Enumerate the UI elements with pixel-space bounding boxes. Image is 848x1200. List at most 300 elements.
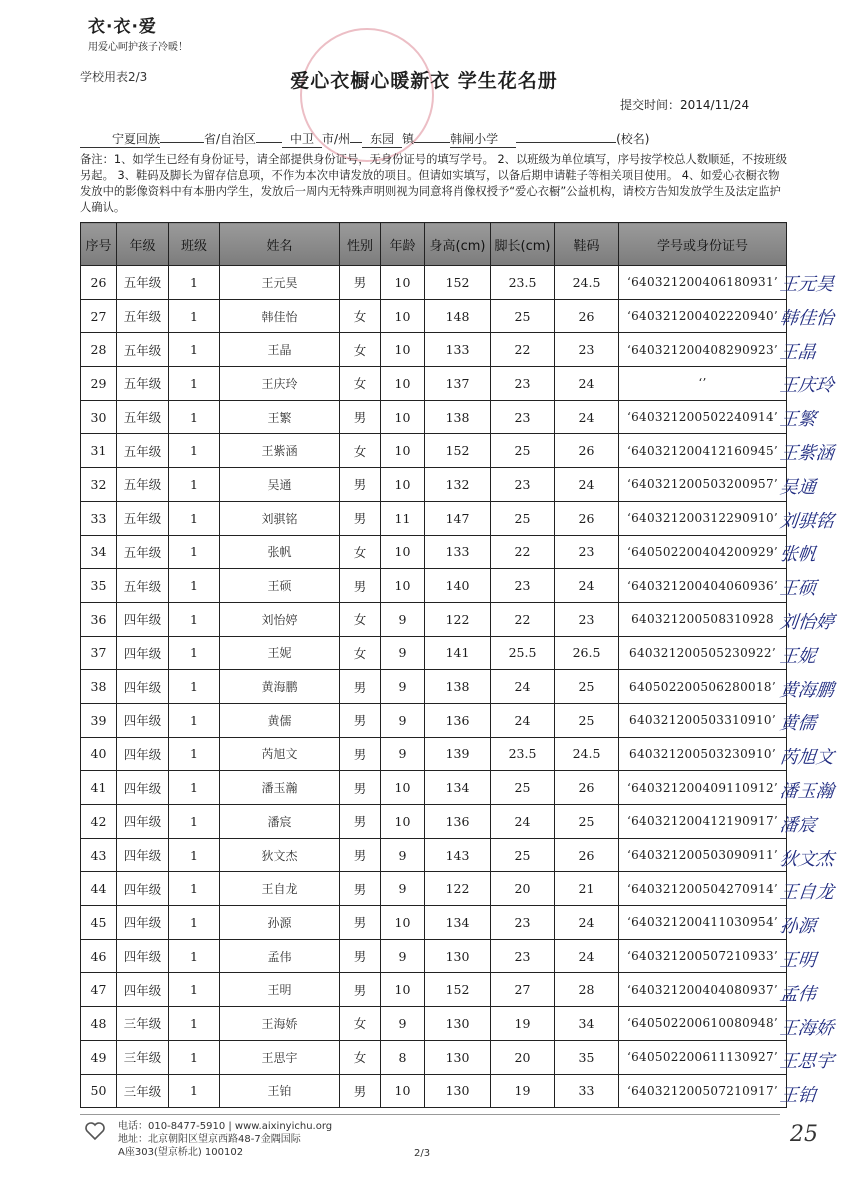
cell-foot-length: 25	[491, 501, 555, 535]
signature: 王元昊	[778, 274, 835, 295]
cell-gender: 女	[340, 602, 381, 636]
cell-shoe-size: 23	[555, 602, 619, 636]
cell-class: 1	[169, 400, 220, 434]
col-header-foot-length: 脚长(cm)	[491, 223, 555, 266]
cell-height: 141	[425, 636, 491, 670]
cell-name: 王晶	[220, 333, 340, 367]
cell-height: 133	[425, 333, 491, 367]
cell-id: 640321200503310910’	[619, 703, 787, 737]
cell-shoe-size: 26.5	[555, 636, 619, 670]
cell-grade: 五年级	[117, 367, 169, 401]
cell-shoe-size: 24	[555, 367, 619, 401]
cell-height: 122	[425, 602, 491, 636]
cell-gender: 男	[340, 872, 381, 906]
cell-age: 11	[381, 501, 425, 535]
cell-grade: 五年级	[117, 569, 169, 603]
cell-shoe-size: 26	[555, 501, 619, 535]
cell-gender: 男	[340, 468, 381, 502]
table-row	[81, 1040, 787, 1074]
cell-foot-length: 23	[491, 468, 555, 502]
cell-foot-length: 25.5	[491, 636, 555, 670]
cell-name: 王妮	[220, 636, 340, 670]
table-row	[81, 973, 787, 1007]
cell-name: 孙源	[220, 906, 340, 940]
cell-foot-length: 25	[491, 838, 555, 872]
cell-gender: 男	[340, 737, 381, 771]
cell-class: 1	[169, 569, 220, 603]
signature: 吴通	[778, 476, 817, 498]
cell-grade: 五年级	[117, 501, 169, 535]
cell-name: 芮旭文	[220, 737, 340, 771]
cell-shoe-size: 26	[555, 434, 619, 468]
footer-divider	[80, 1114, 780, 1115]
cell-age: 8	[381, 1040, 425, 1074]
cell-index: 44	[81, 872, 117, 906]
cell-age: 9	[381, 737, 425, 771]
cell-shoe-size: 28	[555, 973, 619, 1007]
signature: 黄海鹏	[778, 679, 835, 701]
cell-foot-length: 25	[491, 434, 555, 468]
cell-class: 1	[169, 636, 220, 670]
cell-id: ‘640321200503200957’	[619, 468, 787, 502]
cell-index: 46	[81, 939, 117, 973]
cell-index: 39	[81, 703, 117, 737]
cell-foot-length: 24	[491, 805, 555, 839]
cell-grade: 三年级	[117, 1007, 169, 1041]
cell-name: 黄海鹏	[220, 670, 340, 704]
form-code: 学校用表2/3	[80, 70, 148, 84]
signature: 王海娇	[778, 1017, 835, 1039]
cell-height: 136	[425, 703, 491, 737]
logo-slogan: 用爱心呵护孩子冷暖！	[88, 42, 188, 53]
cell-shoe-size: 25	[555, 805, 619, 839]
cell-id: ‘640321200404080937’	[619, 973, 787, 1007]
table-row	[81, 367, 787, 401]
cell-height: 152	[425, 434, 491, 468]
cell-id: ‘640321200404060936’	[619, 569, 787, 603]
cell-foot-length: 27	[491, 973, 555, 1007]
cell-id: ‘640321200402220940’	[619, 299, 787, 333]
cell-class: 1	[169, 367, 220, 401]
table-row	[81, 872, 787, 906]
cell-foot-length: 23.5	[491, 266, 555, 300]
cell-shoe-size: 24	[555, 400, 619, 434]
cell-index: 49	[81, 1040, 117, 1074]
cell-shoe-size: 25	[555, 703, 619, 737]
cell-index: 33	[81, 501, 117, 535]
col-header-height: 身高(cm)	[425, 223, 491, 266]
cell-gender: 男	[340, 501, 381, 535]
cell-class: 1	[169, 838, 220, 872]
cell-age: 10	[381, 468, 425, 502]
cell-height: 132	[425, 468, 491, 502]
cell-gender: 男	[340, 906, 381, 940]
signature: 刘骐铭	[778, 510, 835, 532]
cell-foot-length: 23.5	[491, 737, 555, 771]
col-header-gender: 性别	[340, 223, 381, 266]
cell-height: 122	[425, 872, 491, 906]
cell-gender: 男	[340, 1074, 381, 1108]
cell-id: 640321200503230910’	[619, 737, 787, 771]
cell-class: 1	[169, 535, 220, 569]
cell-name: 刘怡婷	[220, 602, 340, 636]
cell-foot-length: 20	[491, 1040, 555, 1074]
cell-height: 133	[425, 535, 491, 569]
cell-class: 1	[169, 602, 220, 636]
cell-age: 10	[381, 400, 425, 434]
cell-age: 9	[381, 636, 425, 670]
signature: 孟伟	[778, 983, 817, 1005]
cell-age: 9	[381, 670, 425, 704]
table-row	[81, 333, 787, 367]
cell-grade: 四年级	[117, 872, 169, 906]
signature: 刘怡婷	[778, 612, 835, 633]
town-field: 东园	[362, 130, 402, 148]
page-title: 爱心衣橱心暖新衣 学生花名册	[290, 70, 558, 92]
cell-height: 137	[425, 367, 491, 401]
cell-gender: 男	[340, 569, 381, 603]
cell-height: 148	[425, 299, 491, 333]
cell-age: 10	[381, 299, 425, 333]
cell-gender: 男	[340, 973, 381, 1007]
cell-age: 10	[381, 569, 425, 603]
table-row	[81, 737, 787, 771]
cell-shoe-size: 24	[555, 569, 619, 603]
cell-index: 28	[81, 333, 117, 367]
page-number: 2/3	[414, 1148, 431, 1159]
school-address-line	[80, 130, 649, 148]
table-header-row	[81, 223, 787, 266]
cell-foot-length: 19	[491, 1007, 555, 1041]
cell-age: 9	[381, 872, 425, 906]
signature: 王铂	[778, 1085, 817, 1107]
cell-grade: 四年级	[117, 703, 169, 737]
cell-name: 王庆玲	[220, 367, 340, 401]
cell-grade: 四年级	[117, 973, 169, 1007]
cell-height: 134	[425, 906, 491, 940]
col-header-shoe-size: 鞋码	[555, 223, 619, 266]
cell-class: 1	[169, 266, 220, 300]
cell-gender: 男	[340, 838, 381, 872]
signature: 王紫涵	[778, 443, 835, 464]
submit-date: 提交时间：2014/11/24	[620, 98, 750, 112]
cell-index: 30	[81, 400, 117, 434]
table-row	[81, 906, 787, 940]
cell-id: ‘’	[619, 367, 787, 401]
cell-height: 138	[425, 670, 491, 704]
cell-age: 10	[381, 1074, 425, 1108]
cell-gender: 女	[340, 333, 381, 367]
cell-class: 1	[169, 1040, 220, 1074]
cell-class: 1	[169, 906, 220, 940]
cell-index: 43	[81, 838, 117, 872]
signature: 王自龙	[778, 882, 835, 904]
signature: 张帆	[778, 544, 817, 566]
table-row	[81, 468, 787, 502]
cell-shoe-size: 23	[555, 333, 619, 367]
city-field: 中卫	[282, 130, 322, 148]
cell-gender: 男	[340, 939, 381, 973]
town-suffix: 镇	[402, 132, 415, 146]
province-field: 宁夏回族	[80, 130, 160, 148]
cell-grade: 三年级	[117, 1074, 169, 1108]
signature: 潘宸	[778, 814, 817, 836]
cell-grade: 五年级	[117, 535, 169, 569]
cell-class: 1	[169, 434, 220, 468]
cell-shoe-size: 23	[555, 535, 619, 569]
cell-age: 10	[381, 266, 425, 300]
signature: 王硕	[778, 578, 817, 600]
cell-class: 1	[169, 670, 220, 704]
table-row	[81, 838, 787, 872]
cell-grade: 四年级	[117, 939, 169, 973]
cell-index: 35	[81, 569, 117, 603]
cell-grade: 四年级	[117, 805, 169, 839]
cell-name: 黄儒	[220, 703, 340, 737]
cell-age: 9	[381, 939, 425, 973]
cell-id: ‘640321200409110912’	[619, 771, 787, 805]
cell-index: 48	[81, 1007, 117, 1041]
cell-index: 50	[81, 1074, 117, 1108]
table-row	[81, 266, 787, 300]
table-row	[81, 299, 787, 333]
cell-name: 王紫涵	[220, 434, 340, 468]
cell-class: 1	[169, 737, 220, 771]
cell-name: 王自龙	[220, 872, 340, 906]
cell-name: 刘骐铭	[220, 501, 340, 535]
footer-address-1: 地址：北京朝阳区望京西路48-7金隅国际	[118, 1134, 301, 1145]
cell-shoe-size: 24	[555, 939, 619, 973]
cell-gender: 女	[340, 434, 381, 468]
cell-id: ‘640321200312290910’	[619, 501, 787, 535]
cell-class: 1	[169, 468, 220, 502]
table-row	[81, 434, 787, 468]
cell-height: 152	[425, 973, 491, 1007]
cell-class: 1	[169, 1074, 220, 1108]
cell-grade: 四年级	[117, 906, 169, 940]
handwritten-count: 25	[790, 1122, 818, 1147]
cell-class: 1	[169, 333, 220, 367]
table-row	[81, 569, 787, 603]
cell-id: ‘640321200408290923’	[619, 333, 787, 367]
cell-index: 29	[81, 367, 117, 401]
cell-class: 1	[169, 1007, 220, 1041]
city-suffix: 市/州	[322, 132, 351, 146]
cell-index: 38	[81, 670, 117, 704]
cell-foot-length: 23	[491, 939, 555, 973]
cell-id: ‘640321200412190917’	[619, 805, 787, 839]
cell-id: ‘640502200610080948’	[619, 1007, 787, 1041]
cell-shoe-size: 26	[555, 299, 619, 333]
footer-contact	[118, 1120, 332, 1159]
cell-height: 130	[425, 939, 491, 973]
cell-shoe-size: 24.5	[555, 266, 619, 300]
cell-height: 130	[425, 1074, 491, 1108]
cell-id: ‘640321200411030954’	[619, 906, 787, 940]
cell-shoe-size: 24	[555, 906, 619, 940]
cell-id: ‘640321200502240914’	[619, 400, 787, 434]
cell-grade: 五年级	[117, 333, 169, 367]
cell-gender: 女	[340, 1007, 381, 1041]
student-roster-table	[80, 222, 787, 1108]
cell-class: 1	[169, 805, 220, 839]
signature: 黄儒	[778, 713, 817, 735]
signature: 韩佳怡	[778, 307, 835, 329]
cell-index: 41	[81, 771, 117, 805]
cell-foot-length: 22	[491, 602, 555, 636]
col-header-grade: 年级	[117, 223, 169, 266]
cell-name: 王海娇	[220, 1007, 340, 1041]
cell-gender: 女	[340, 367, 381, 401]
logo: 衣·衣·爱	[88, 17, 157, 37]
cell-name: 王元昊	[220, 266, 340, 300]
cell-id: ‘640321200507210917’	[619, 1074, 787, 1108]
cell-class: 1	[169, 771, 220, 805]
cell-id: ‘640321200503090911’	[619, 838, 787, 872]
cell-gender: 男	[340, 703, 381, 737]
cell-shoe-size: 24.5	[555, 737, 619, 771]
cell-height: 130	[425, 1007, 491, 1041]
cell-grade: 五年级	[117, 434, 169, 468]
cell-name: 王硕	[220, 569, 340, 603]
cell-name: 潘宸	[220, 805, 340, 839]
cell-height: 134	[425, 771, 491, 805]
cell-shoe-size: 24	[555, 468, 619, 502]
cell-index: 34	[81, 535, 117, 569]
col-header-class: 班级	[169, 223, 220, 266]
cell-shoe-size: 26	[555, 771, 619, 805]
cell-grade: 四年级	[117, 838, 169, 872]
cell-id: ‘640321200412160945’	[619, 434, 787, 468]
cell-age: 9	[381, 703, 425, 737]
cell-age: 10	[381, 973, 425, 1007]
table-row	[81, 501, 787, 535]
cell-grade: 四年级	[117, 737, 169, 771]
signature: 王庆玲	[778, 375, 835, 397]
cell-name: 王思宇	[220, 1040, 340, 1074]
cell-id: 640502200506280018’	[619, 670, 787, 704]
cell-name: 狄文杰	[220, 838, 340, 872]
cell-foot-length: 20	[491, 872, 555, 906]
signature: 芮旭文	[778, 747, 835, 769]
cell-age: 10	[381, 535, 425, 569]
cell-class: 1	[169, 973, 220, 1007]
notes: 备注：1、如学生已经有身份证号，请全部提供身份证号，无身份证号的填写学号。 2、以班级为单位填写，序号按学校总人数顺延，不按班级另起。 3、鞋码及脚长为留存信息项，不作为本次申请发放的项目。但请如实填写，以备后期申请鞋子等相关项目使用。 4、如爱心衣橱衣物发放中的影像资料中有本册内学生，发放后一周内无特殊声明则视为同意将肖像权授予“爱心衣橱”公益机构，请校方告知发放学生及法定监护人确认。	[80, 153, 788, 214]
signature: 孙源	[778, 916, 817, 938]
cell-class: 1	[169, 703, 220, 737]
cell-grade: 五年级	[117, 400, 169, 434]
signature: 王繁	[778, 409, 817, 431]
cell-index: 42	[81, 805, 117, 839]
cell-name: 潘玉瀚	[220, 771, 340, 805]
table-row	[81, 400, 787, 434]
table-row	[81, 670, 787, 704]
cell-foot-length: 19	[491, 1074, 555, 1108]
cell-gender: 男	[340, 266, 381, 300]
cell-index: 26	[81, 266, 117, 300]
cell-shoe-size: 34	[555, 1007, 619, 1041]
cell-height: 147	[425, 501, 491, 535]
cell-id: ‘640321200507210933’	[619, 939, 787, 973]
cell-gender: 女	[340, 299, 381, 333]
cell-class: 1	[169, 939, 220, 973]
cell-index: 27	[81, 299, 117, 333]
table-row	[81, 703, 787, 737]
cell-name: 张帆	[220, 535, 340, 569]
table-row	[81, 939, 787, 973]
cell-index: 32	[81, 468, 117, 502]
signature: 王晶	[778, 341, 817, 363]
cell-shoe-size: 35	[555, 1040, 619, 1074]
cell-shoe-size: 21	[555, 872, 619, 906]
cell-index: 47	[81, 973, 117, 1007]
cell-id: ‘640502200611130927’	[619, 1040, 787, 1074]
cell-id: ‘640321200504270914’	[619, 872, 787, 906]
cell-foot-length: 24	[491, 703, 555, 737]
cell-grade: 五年级	[117, 468, 169, 502]
cell-grade: 四年级	[117, 670, 169, 704]
cell-age: 9	[381, 1007, 425, 1041]
signature: 狄文杰	[778, 848, 835, 870]
cell-name: 王铂	[220, 1074, 340, 1108]
table-row	[81, 636, 787, 670]
cell-gender: 男	[340, 400, 381, 434]
cell-gender: 女	[340, 535, 381, 569]
col-header-name: 姓名	[220, 223, 340, 266]
cell-height: 138	[425, 400, 491, 434]
cell-shoe-size: 25	[555, 670, 619, 704]
table-row	[81, 805, 787, 839]
cell-name: 吴通	[220, 468, 340, 502]
cell-class: 1	[169, 299, 220, 333]
cell-height: 136	[425, 805, 491, 839]
school-suffix: (校名)	[616, 132, 650, 146]
cell-index: 31	[81, 434, 117, 468]
signature: 王思宇	[778, 1051, 835, 1073]
footer-phone: 电话：010-8477-5910 | www.aixinyichu.org	[118, 1121, 333, 1132]
col-header-age: 年龄	[381, 223, 425, 266]
cell-age: 10	[381, 333, 425, 367]
cell-gender: 女	[340, 636, 381, 670]
cell-grade: 三年级	[117, 1040, 169, 1074]
cell-id: ‘640502200404200929’	[619, 535, 787, 569]
cell-gender: 男	[340, 805, 381, 839]
cell-index: 36	[81, 602, 117, 636]
cell-grade: 四年级	[117, 636, 169, 670]
cell-foot-length: 23	[491, 400, 555, 434]
cell-age: 10	[381, 771, 425, 805]
cell-height: 139	[425, 737, 491, 771]
cell-age: 10	[381, 906, 425, 940]
cell-foot-length: 25	[491, 771, 555, 805]
cell-age: 9	[381, 838, 425, 872]
table-row	[81, 771, 787, 805]
cell-index: 45	[81, 906, 117, 940]
cell-gender: 男	[340, 670, 381, 704]
cell-class: 1	[169, 501, 220, 535]
cell-shoe-size: 33	[555, 1074, 619, 1108]
cell-foot-length: 22	[491, 535, 555, 569]
cell-id: ‘640321200406180931’	[619, 266, 787, 300]
cell-age: 10	[381, 367, 425, 401]
cell-foot-length: 24	[491, 670, 555, 704]
cell-age: 10	[381, 434, 425, 468]
cell-id: 640321200505230922’	[619, 636, 787, 670]
col-header-id: 学号或身份证号	[619, 223, 787, 266]
table-row	[81, 1007, 787, 1041]
cell-grade: 五年级	[117, 266, 169, 300]
cell-class: 1	[169, 872, 220, 906]
